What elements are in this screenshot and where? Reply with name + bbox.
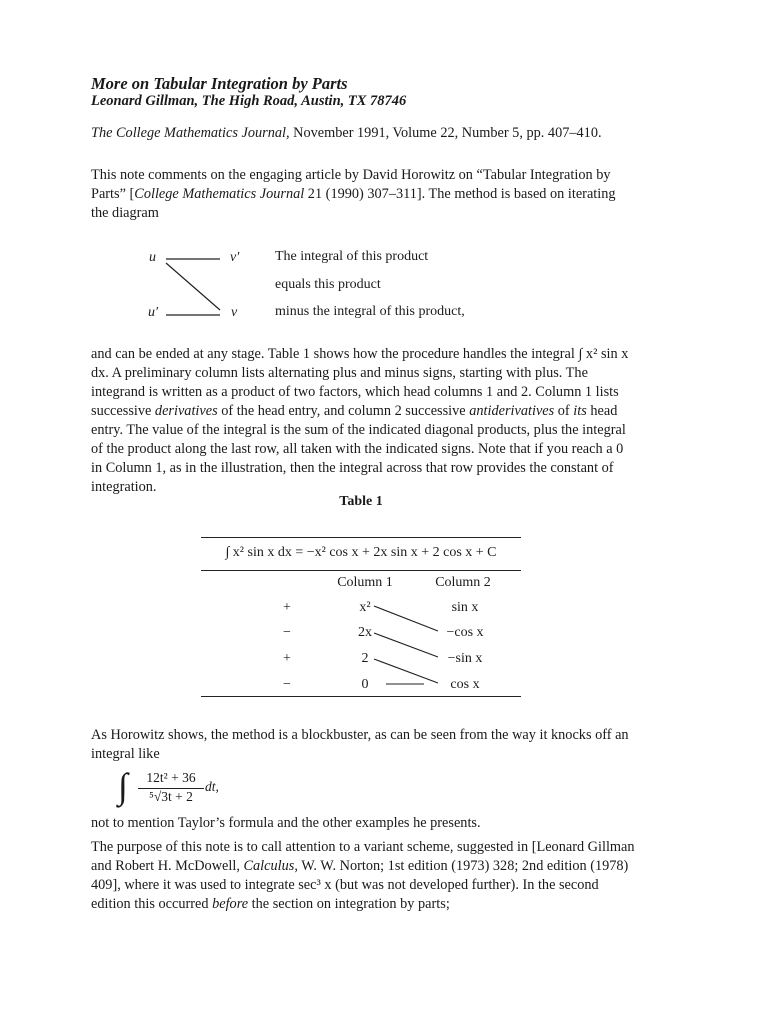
citation [91,124,636,143]
table-row-1-col2: sin x [451,600,479,615]
method-text-g: head entry. The value of the integral is the sum of the indicated diagonal products, plus the integral of the product along the last row, all taken with the indicated signs. Note that if you reach a 0 in Column 1, as in the illustration, then the integral across that row provides the constant of integration. [91,403,626,495]
table-row-4-sign: − [283,677,291,692]
intro-paragraph [91,166,636,223]
diagram-diagonal-line [166,263,220,310]
citation-details: November 1991, Volume 22, Number 5, pp. 407–410. [289,125,602,141]
intro-journal: College Mathematics Journal [134,186,305,202]
intro-text-2: 21 (1990) 307–311]. The method is based on iterating the diagram [91,186,616,221]
table-row-1-col1: x² [359,600,371,615]
diagram-lines [160,250,230,322]
table-row-4-col1: 0 [361,677,369,692]
blockbuster-paragraph: As Horowitz shows, the method is a blockbuster, as can be seen from the way it knocks off an integral like [91,727,629,762]
diagram-v: v [231,305,238,320]
integral-numerator: 12t² + 36 [146,770,196,785]
table-title: Table 1 [339,494,383,509]
table-formula: ∫ x² sin x dx = −x² cos x + 2x sin x + 2 cos x + C [225,545,497,560]
method-its: its [573,403,587,419]
table-row-3-col2: −sin x [447,651,483,666]
table-diagonal-2 [374,633,438,657]
integral-denominator: ⁵√3t + 2 [149,789,193,804]
table-row-1-sign: + [283,600,291,615]
table-row-2-col1: 2x [358,625,372,640]
table-row-4-col2: cos x [450,677,480,692]
article-author: Leonard Gillman, The High Road, Austin, TX 78746 [91,93,407,109]
purpose-text-a: The purpose of this note is to call attention to a variant scheme, suggested in [Leonard Gillman and Robert H. McDowell, [91,839,635,874]
table-col2-header: Column 2 [435,575,491,590]
table-row-3-col1: 2 [361,651,369,666]
method-antiderivatives: antiderivatives [469,403,555,419]
citation-journal: The College Mathematics Journal, [91,125,290,141]
purpose-before: before [212,896,249,912]
diagram-v-prime: v′ [230,250,240,265]
table-col1-header: Column 1 [337,575,393,590]
method-paragraph [91,345,636,497]
purpose-calculus: Calculus [243,858,295,874]
purpose-text-c: , W. W. Norton; 1st edition (1973) 328; 2nd edition (1978) 409], where it was used to integrate sec³ x (but was not developed further). In the second edition this occurred [91,858,629,912]
method-text-a: and can be ended at any stage. Table 1 shows how the procedure handles the integral ∫ x² sin x dx. A preliminary column lists alternating plus and minus signs, starting with plus. The integrand is written as a product of two factors, which head columns 1 and 2. Column 1 lists successive [91,346,629,419]
purpose-paragraph [91,838,636,914]
table-diagonal-3 [374,659,438,683]
intro-text-1: This note comments on the engaging article by David Horowitz on “Tabular Integration by Parts” [ [91,167,611,202]
method-derivatives: derivatives [154,403,218,419]
diagram-line-1: The integral of this product [275,249,429,264]
table-row-2-col2: −cos x [446,625,484,640]
table-diagonal-1 [374,606,438,631]
diagram-u: u [149,250,156,265]
method-text-e: of [554,403,574,419]
method-text-c: of the head entry, and column 2 successive [217,403,470,419]
diagram-line-2: equals this product [275,277,381,292]
purpose-text-e: the section on integration by parts; [248,896,450,912]
table-diagonal-lines [360,595,450,695]
diagram-line-3: minus the integral of this product, [275,304,465,319]
integral-dt: dt, [205,779,219,794]
article-title: More on Tabular Integration by Parts [91,74,348,93]
integral-sign: ∫ [118,766,128,806]
table-row-2-sign: − [283,625,291,640]
table-header-rule [201,570,521,571]
diagram-u-prime: u′ [148,305,159,320]
table-top-rule [201,537,521,538]
table-bottom-rule [201,696,521,697]
taylor-paragraph: not to mention Taylor’s formula and the other examples he presents. [91,815,481,831]
table-row-3-sign: + [283,651,291,666]
